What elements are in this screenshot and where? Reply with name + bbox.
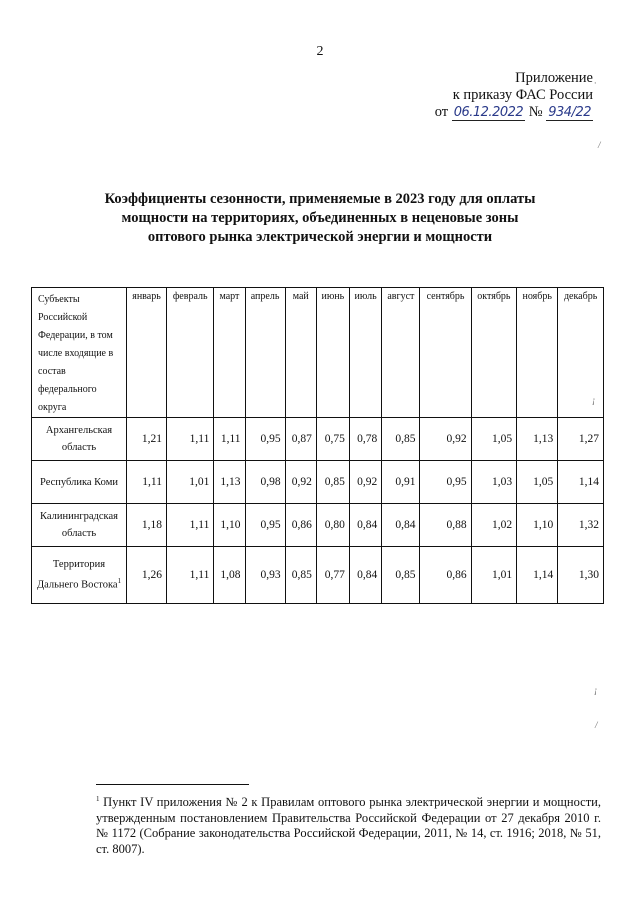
value-cell: 1,03 — [471, 461, 517, 504]
value-cell: 0,95 — [245, 504, 285, 547]
page-number: 2 — [316, 44, 324, 59]
month-header: март — [214, 288, 245, 418]
value-cell: 0,75 — [316, 418, 349, 461]
scan-artifact-mark: · — [594, 78, 597, 88]
value-cell: 0,80 — [316, 504, 349, 547]
subject-text: Территория Дальнего Востока — [36, 559, 118, 591]
footnote-ref: 1 — [117, 577, 122, 586]
value-cell: 0,92 — [285, 461, 316, 504]
value-cell: 0,85 — [285, 547, 316, 604]
value-cell: 1,11 — [167, 504, 214, 547]
date-prefix: от — [434, 104, 449, 120]
subject-cell — [32, 547, 127, 604]
appendix-date-line — [435, 104, 593, 121]
value-cell: 0,84 — [349, 504, 381, 547]
footnote — [96, 792, 601, 857]
value-cell: 0,84 — [382, 504, 420, 547]
value-cell: 0,93 — [245, 547, 285, 604]
month-header: ноябрь — [517, 288, 558, 418]
month-header: февраль — [167, 288, 214, 418]
table-row — [32, 504, 604, 547]
value-cell: 0,84 — [349, 547, 381, 604]
footnote-separator — [96, 784, 249, 785]
month-header: декабрь — [558, 288, 604, 418]
value-cell: 0,85 — [316, 461, 349, 504]
month-header: август — [382, 288, 420, 418]
value-cell: 0,98 — [245, 461, 285, 504]
subject-column-header: Субъекты Российской Федерации, в том числе входящие в состав федерального округа — [32, 288, 127, 418]
month-header: июнь — [316, 288, 349, 418]
month-header: сентябрь — [420, 288, 471, 418]
footnote-marker: 1 — [96, 795, 100, 803]
value-cell: 1,14 — [517, 547, 558, 604]
table-header-row — [32, 288, 604, 418]
value-cell: 1,01 — [167, 461, 214, 504]
value-cell: 1,32 — [558, 504, 604, 547]
title-line: мощности на территориях, объединенных в неценовые зоны — [121, 210, 519, 226]
scan-artifact-mark: / — [598, 140, 601, 150]
coefficients-table — [31, 287, 604, 604]
value-cell: 1,11 — [214, 418, 245, 461]
value-cell: 0,95 — [245, 418, 285, 461]
footnote-text: Пункт IV приложения № 2 к Правилам оптового рынка электрической энергии и мощности, утвержденным постановлением Правительства Российской Федерации от 27 декабря 2010 г. № 1172 (Собрание законодательства Российской Федерации, 2011, № 14, ст. 1916; 2018, № 51, ст. 8007). — [96, 795, 601, 856]
value-cell: 0,85 — [382, 418, 420, 461]
value-cell: 1,11 — [167, 547, 214, 604]
value-cell: 1,05 — [517, 461, 558, 504]
value-cell: 0,91 — [382, 461, 420, 504]
month-header: январь — [127, 288, 167, 418]
month-header: июль — [349, 288, 381, 418]
value-cell: 1,11 — [127, 461, 167, 504]
value-cell: 1,14 — [558, 461, 604, 504]
table-row — [32, 418, 604, 461]
subject-cell: Калининградская область — [32, 504, 127, 547]
value-cell: 1,01 — [471, 547, 517, 604]
value-cell: 0,86 — [420, 547, 471, 604]
appendix-order-ref: к приказу ФАС России — [452, 87, 593, 103]
table-row — [32, 461, 604, 504]
appendix-heading: Приложение — [515, 70, 593, 86]
value-cell: 0,92 — [349, 461, 381, 504]
handwritten-number: 934/22 — [548, 105, 591, 120]
scan-artifact-mark: ¡ — [594, 685, 598, 695]
value-cell: 1,13 — [517, 418, 558, 461]
subject-cell: Архангельская область — [32, 418, 127, 461]
value-cell: 0,95 — [420, 461, 471, 504]
value-cell: 0,92 — [420, 418, 471, 461]
value-cell: 1,10 — [214, 504, 245, 547]
value-cell: 0,88 — [420, 504, 471, 547]
month-header: апрель — [245, 288, 285, 418]
title-line: оптового рынка электрической энергии и мощности — [147, 229, 493, 245]
value-cell: 1,27 — [558, 418, 604, 461]
value-cell: 0,86 — [285, 504, 316, 547]
subject-cell: Республика Коми — [32, 461, 127, 504]
value-cell: 1,08 — [214, 547, 245, 604]
value-cell: 1,02 — [471, 504, 517, 547]
value-cell: 1,21 — [127, 418, 167, 461]
value-cell: 0,87 — [285, 418, 316, 461]
number-prefix: № — [528, 104, 543, 120]
title-line: Коэффициенты сезонности, применяемые в 2023 году для оплаты — [104, 191, 536, 207]
month-header: май — [285, 288, 316, 418]
document-title — [90, 190, 550, 247]
value-cell: 1,13 — [214, 461, 245, 504]
value-cell: 1,18 — [127, 504, 167, 547]
value-cell: 1,05 — [471, 418, 517, 461]
appendix-block — [435, 70, 593, 121]
value-cell: 0,78 — [349, 418, 381, 461]
month-header: октябрь — [471, 288, 517, 418]
value-cell: 0,77 — [316, 547, 349, 604]
value-cell: 1,10 — [517, 504, 558, 547]
table-row — [32, 547, 604, 604]
scan-artifact-mark: ¡ — [592, 395, 596, 405]
value-cell: 1,11 — [167, 418, 214, 461]
value-cell: 0,85 — [382, 547, 420, 604]
value-cell: 1,26 — [127, 547, 167, 604]
value-cell: 1,30 — [558, 547, 604, 604]
handwritten-date: 06.12.2022 — [453, 105, 524, 120]
scan-artifact-mark: / — [595, 720, 598, 730]
